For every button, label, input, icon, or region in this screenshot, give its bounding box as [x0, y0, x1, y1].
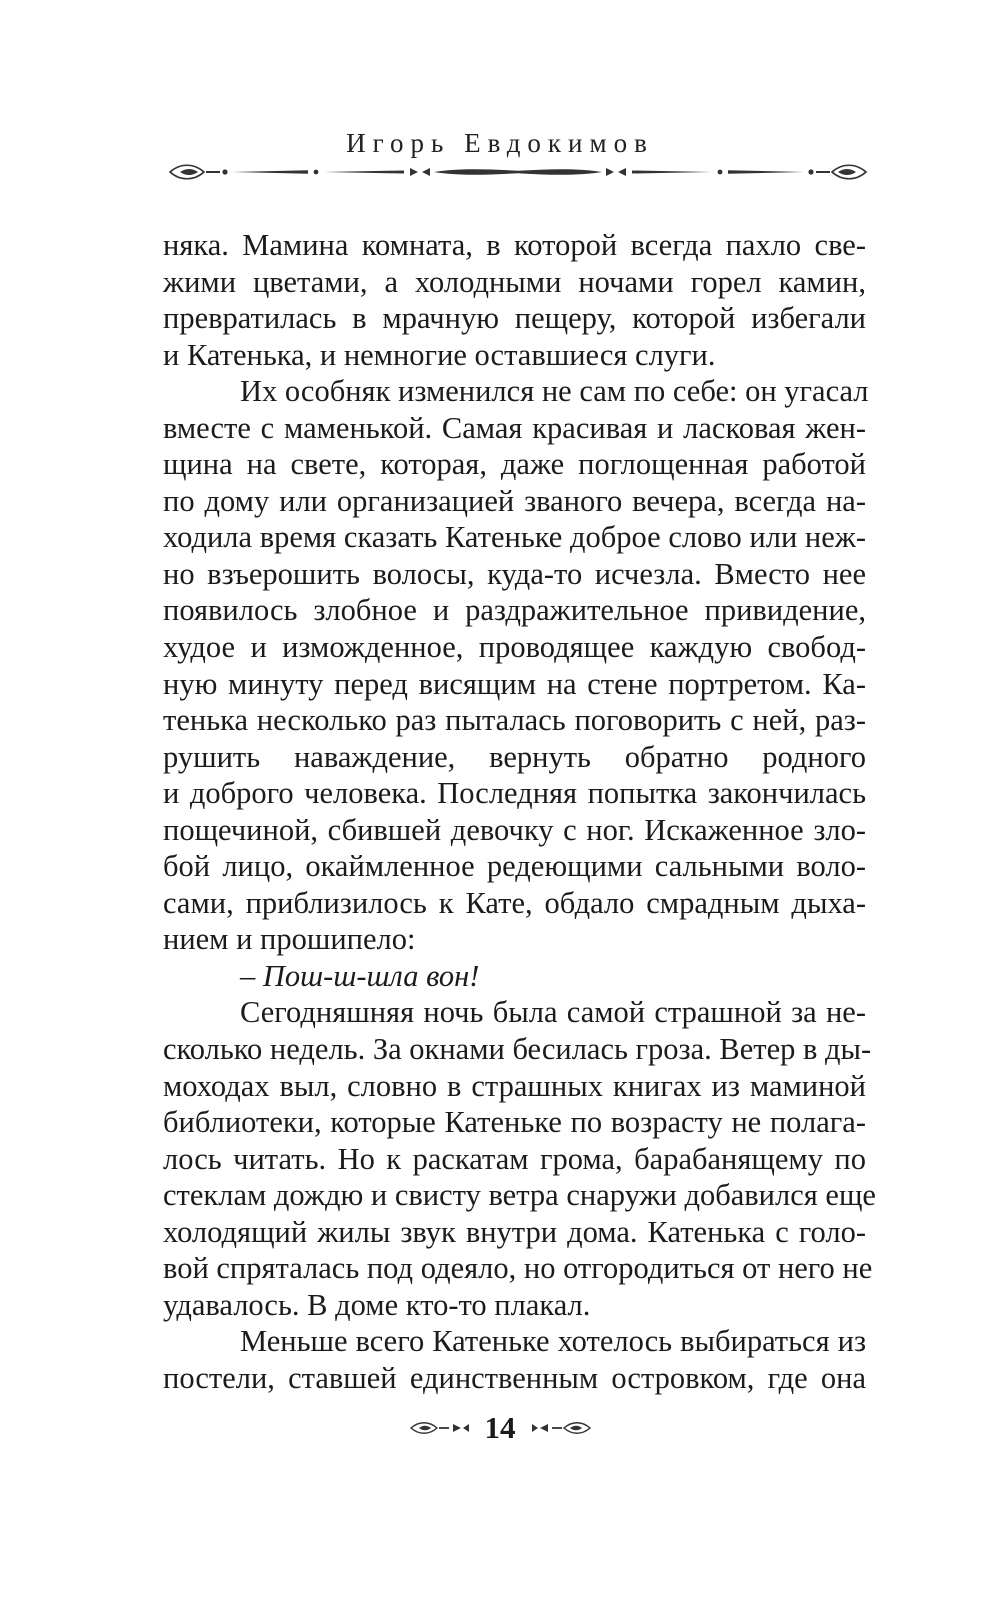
text-line: нием и прошипело:: [163, 922, 416, 957]
text-line: худое и изможденное, проводящее каждую свобод-: [163, 630, 866, 665]
text-line: Их особняк изменился не сам по себе: он угасал: [240, 374, 869, 409]
text-line: тенька несколько раз пыталась поговорить с ней, раз-: [163, 703, 866, 738]
page-footer: [0, 1408, 1000, 1448]
text-line: и Катенька, и немногие оставшиеся слуги.: [163, 337, 716, 372]
scroll-ornament-divider: [168, 159, 868, 185]
text-line: лось читать. Но к раскатам грома, барабанящему по: [163, 1141, 866, 1176]
text-line: Сегодняшняя ночь была самой страшной за не-: [240, 995, 866, 1030]
text-line: сами, приблизилось к Кате, обдало смрадным дыха-: [163, 885, 866, 920]
text-line: щина на свете, которая, даже поглощенная работой: [163, 447, 866, 482]
text-line: ную минуту перед висящим на стене портретом. Ка-: [163, 666, 866, 701]
text-line: холодящий жилы звук внутри дома. Катенька с голо-: [163, 1214, 866, 1249]
text-line: вой спряталась под одеяло, но отгородиться от него не: [163, 1251, 873, 1286]
text-line: вместе с маменькой. Самая красивая и ласковая жен-: [163, 410, 866, 445]
text-line: стеклам дождю и свисту ветра снаружи добавился еще: [163, 1178, 876, 1213]
text-line: и доброго человека. Последняя попытка закончилась: [163, 776, 866, 811]
text-line: Меньше всего Катеньке хотелось выбираться из: [240, 1324, 866, 1359]
text-line: библиотеки, которые Катеньке по возрасту не полага-: [163, 1105, 866, 1140]
text-line: но взъерошить волосы, куда-то исчезла. Вместо нее: [163, 556, 866, 591]
text-line: жими цветами, а холодными ночами горел камин,: [163, 264, 866, 299]
text-line: бой лицо, окаймленное редеющими сальными воло-: [163, 849, 866, 884]
text-line: рушить наваждение, вернуть обратно родного: [163, 739, 866, 774]
text-line: по дому или организацией званого вечера, всегда на-: [163, 483, 866, 518]
page-number: 14: [484, 1410, 516, 1445]
text-line: [163, 958, 866, 995]
text-line: сколько недель. За окнами бесилась гроза. Ветер в ды-: [163, 1032, 872, 1067]
text-line: постели, ставшей единственным островком, где она: [163, 1360, 866, 1395]
scroll-ornament-left-icon: [409, 1419, 471, 1437]
dialog-speech: Пош-ш-шла вон!: [262, 958, 480, 993]
scroll-ornament-right-icon: [530, 1419, 592, 1437]
text-line: ходила время сказать Катеньке доброе слово или неж-: [163, 520, 866, 555]
text-line: превратилась в мрачную пещеру, которой избегали: [163, 301, 866, 336]
text-line: няка. Мамина комната, в которой всегда пахло све-: [163, 228, 866, 262]
text-line: удавалось. В доме кто-то плакал.: [163, 1287, 591, 1322]
dialog-dash: –: [240, 958, 263, 993]
running-head-author: Игорь Евдокимов: [346, 128, 654, 158]
text-line: появилось злобное и раздражительное привидение,: [163, 593, 866, 628]
body-text: [163, 227, 876, 1397]
text-line: пощечиной, сбившей девочку с ног. Искаженное зло-: [163, 812, 866, 847]
text-line: моходах выл, словно в страшных книгах из маминой: [163, 1068, 866, 1103]
